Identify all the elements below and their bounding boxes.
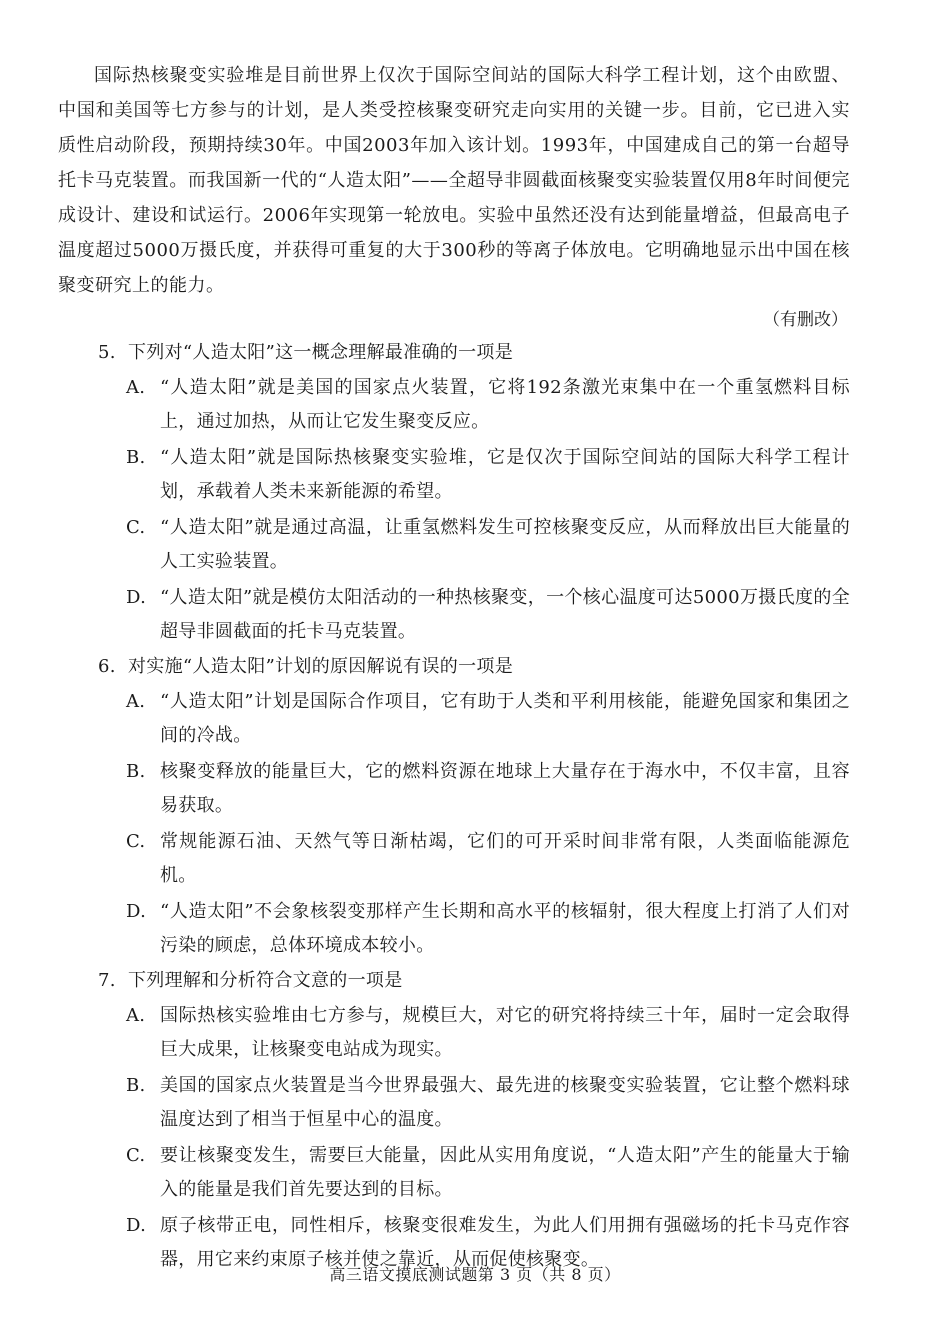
option-letter: A. bbox=[126, 691, 146, 712]
option-c bbox=[98, 1139, 850, 1207]
source-note: （有删改） bbox=[763, 310, 848, 330]
question-7 bbox=[58, 965, 850, 1277]
option-letter: B. bbox=[126, 1075, 146, 1096]
question-text: 下列对“人造太阳”这一概念理解最准确的一项是 bbox=[128, 342, 514, 363]
option-d bbox=[98, 895, 850, 963]
option-a bbox=[98, 999, 850, 1067]
option-b bbox=[98, 441, 850, 509]
option-text: 核聚变释放的能量巨大，它的燃料资源在地球上大量存在于海水中，不仅丰富，且容易获取。 bbox=[160, 761, 850, 816]
question-number: 6. bbox=[98, 656, 116, 677]
option-d bbox=[98, 581, 850, 649]
option-b bbox=[98, 755, 850, 823]
option-letter: D. bbox=[126, 1215, 147, 1236]
option-letter: B. bbox=[126, 761, 146, 782]
question-number: 7. bbox=[98, 970, 116, 991]
option-text: 原子核带正电，同性相斥，核聚变很难发生，为此人们用拥有强磁场的托卡马克作容器，用它来约束原子核并使之靠近，从而促使核聚变。 bbox=[160, 1215, 850, 1270]
option-letter: A. bbox=[126, 377, 146, 398]
option-text: “人造太阳”就是通过高温，让重氢燃料发生可控核聚变反应，从而释放出巨大能量的人工实验装置。 bbox=[160, 517, 850, 572]
question-number: 5. bbox=[98, 342, 116, 363]
option-letter: A. bbox=[126, 1005, 146, 1026]
option-text: “人造太阳”不会象核裂变那样产生长期和高水平的核辐射，很大程度上打消了人们对污染的顾虑，总体环境成本较小。 bbox=[160, 901, 850, 956]
option-letter: C. bbox=[126, 517, 146, 538]
option-b bbox=[98, 1069, 850, 1137]
option-text: 常规能源石油、天然气等日渐枯竭，它们的可开采时间非常有限，人类面临能源危机。 bbox=[160, 831, 850, 886]
option-a bbox=[98, 371, 850, 439]
option-letter: B. bbox=[126, 447, 146, 468]
question-stem bbox=[98, 651, 850, 683]
question-text: 对实施“人造太阳”计划的原因解说有误的一项是 bbox=[128, 656, 514, 677]
question-stem bbox=[98, 965, 850, 997]
option-text: “人造太阳”计划是国际合作项目，它有助于人类和平利用核能，能避免国家和集团之间的冷战。 bbox=[160, 691, 850, 746]
option-letter: C. bbox=[126, 831, 146, 852]
option-text: 国际热核实验堆由七方参与，规模巨大，对它的研究将持续三十年，届时一定会取得巨大成果，让核聚变电站成为现实。 bbox=[160, 1005, 850, 1060]
option-letter: D. bbox=[126, 587, 147, 608]
option-text: “人造太阳”就是美国的国家点火装置，它将192条激光束集中在一个重氢燃料目标上，通过加热，从而让它发生聚变反应。 bbox=[160, 377, 850, 432]
option-c bbox=[98, 825, 850, 893]
option-text: “人造太阳”就是国际热核聚变实验堆，它是仅次于国际空间站的国际大科学工程计划，承载着人类未来新能源的希望。 bbox=[160, 447, 850, 502]
option-text: “人造太阳”就是模仿太阳活动的一种热核聚变，一个核心温度可达5000万摄氏度的全超导非圆截面的托卡马克装置。 bbox=[160, 587, 850, 642]
option-c bbox=[98, 511, 850, 579]
option-text: 要让核聚变发生，需要巨大能量，因此从实用角度说，“人造太阳”产生的能量大于输入的能量是我们首先要达到的目标。 bbox=[160, 1145, 850, 1200]
question-5 bbox=[58, 337, 850, 649]
option-letter: C. bbox=[126, 1145, 146, 1166]
passage-paragraph: 国际热核聚变实验堆是目前世界上仅次于国际空间站的国际大科学工程计划，这个由欧盟、中国和美国等七方参与的计划，是人类受控核聚变研究走向实用的关键一步。目前，它已进入实质性启动阶段，预期持续30年。中国2003年加入该计划。1993年，中国建成自己的第一台超导托卡马克装置。而我国新一代的“人造太阳”——全超导非圆截面核聚变实验装置仅用8年时间便完成设计、建设和试运行。2006年实现第一轮放电。实验中虽然还没有达到能量增益，但最高电子温度超过5000万摄氏度，并获得可重复的大于300秒的等离子体放电。它明确地显示出中国在核聚变研究上的能力。 bbox=[58, 65, 850, 296]
option-text: 美国的国家点火装置是当今世界最强大、最先进的核聚变实验装置，它让整个燃料球温度达到了相当于恒星中心的温度。 bbox=[160, 1075, 850, 1130]
question-text: 下列理解和分析符合文意的一项是 bbox=[128, 970, 403, 991]
option-letter: D. bbox=[126, 901, 147, 922]
question-stem bbox=[98, 337, 850, 369]
page-footer: 高三语文摸底测试题第 3 页（共 8 页） bbox=[329, 1265, 621, 1284]
option-a bbox=[98, 685, 850, 753]
question-6 bbox=[58, 651, 850, 963]
